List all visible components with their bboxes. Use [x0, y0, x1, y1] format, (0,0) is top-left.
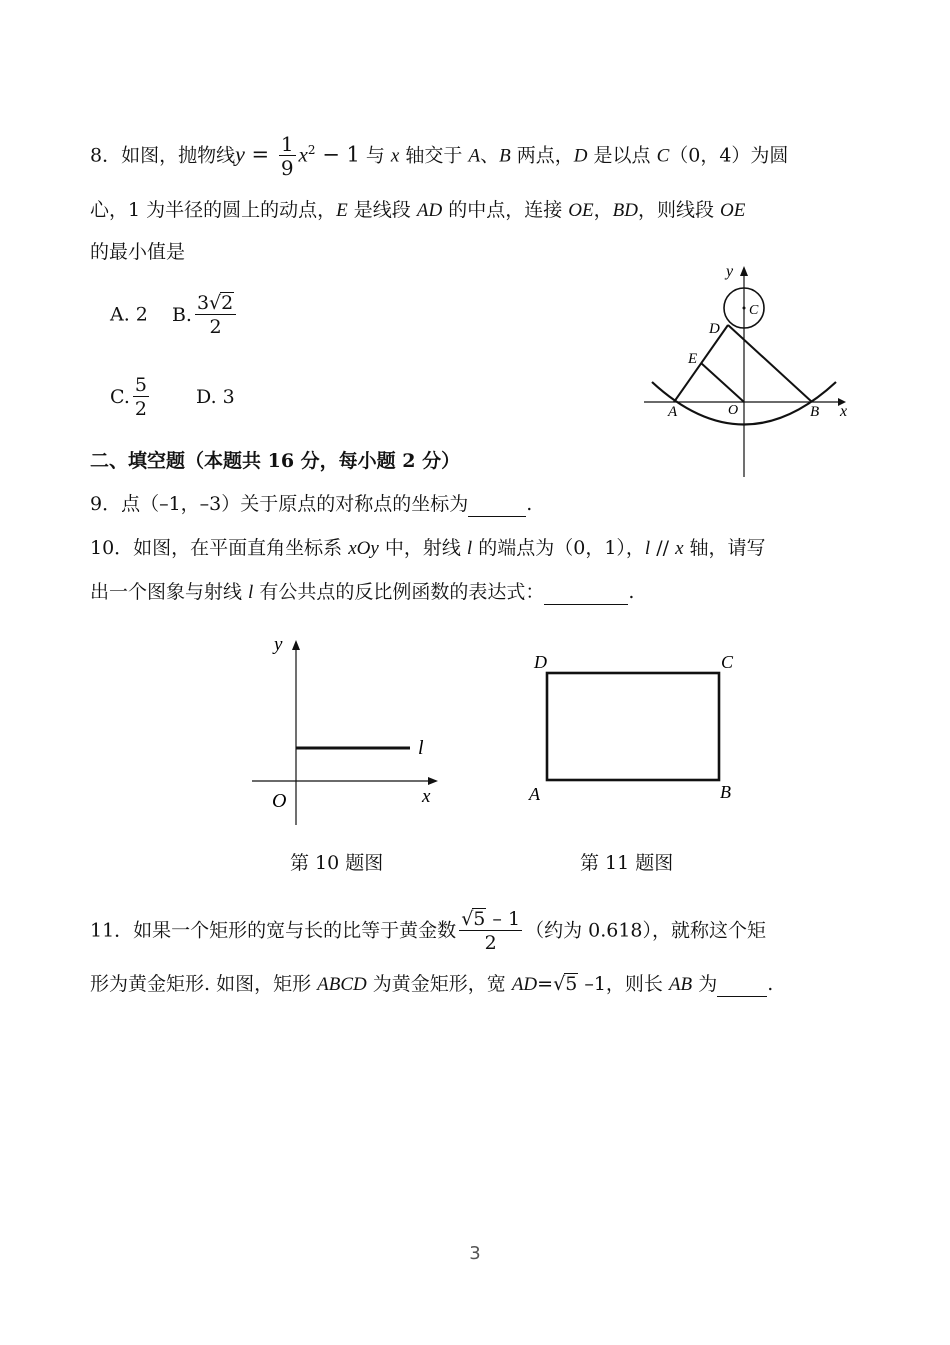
q8-label-d: D — [709, 321, 720, 337]
fig10-label-y: y — [274, 634, 283, 655]
q8-label-b: B — [810, 404, 820, 420]
q8-segment-oe — [701, 363, 744, 402]
fig10-label-o: O — [272, 790, 287, 812]
q8-label-x: x — [840, 403, 848, 420]
q8-line3: 的最小值是 — [90, 241, 186, 263]
q8-option-b: B. $\frac{3√2}{2}$ — [172, 304, 239, 326]
fig11-caption: 第 11 题图 — [580, 852, 674, 874]
fig10-label-l: l — [418, 737, 424, 759]
q8-option-c-fraction: $\frac{5}{2}$ — [134, 374, 147, 420]
q8-options-ab — [110, 292, 239, 339]
q8-options-cd — [110, 374, 235, 421]
q8-option-a: A. 2 — [110, 303, 148, 326]
q9-answer-blank[interactable] — [468, 492, 526, 517]
q8-label-c: C — [749, 303, 759, 318]
fig11-label-b: B — [720, 782, 731, 802]
q8-fraction: $\frac{1}{9}$ — [280, 132, 294, 180]
q8-figure — [638, 262, 858, 482]
q8-line2: 心，1 为半径的圆上的动点，E 是线段 AD 的中点，连接 OE，BD，则线段 OE — [90, 199, 746, 221]
q11-line2: 形为黄金矩形. 如图，矩形 ABCD 为黄金矩形，宽 AD=√5 –1，则长 AB 为 . — [90, 973, 774, 995]
q11-golden-fraction: $\frac{√5 - 1}{2}$ — [461, 908, 521, 954]
q8-segment-bd — [728, 325, 812, 402]
fig10 — [250, 630, 450, 830]
q8-label-y: y — [726, 263, 734, 280]
fig10-label-x: x — [422, 786, 431, 807]
fig11-label-d: D — [534, 652, 547, 672]
q8-option-c: C. $\frac{5}{2}$ — [110, 374, 147, 420]
fig11-rectangle — [547, 673, 719, 780]
q8-center-point — [743, 307, 746, 310]
q8-option-b-fraction: $\frac{3√2}{2}$ — [195, 292, 236, 339]
fig10-caption: 第 10 题图 — [290, 852, 384, 874]
section-heading-fill-in: 二、填空题（本题共 16 分，每小题 2 分） — [90, 450, 461, 472]
q8-y-arrow — [740, 266, 748, 276]
fig11-label-a: A — [529, 784, 540, 804]
q10-line1: 10．如图，在平面直角坐标系 xOy 中，射线 l 的端点为（0，1），l // x 轴，请写 — [90, 537, 766, 559]
q11-line1: 11．如果一个矩形的宽与长的比等于黄金数 $\frac{√5 - 1}{2}$ （约为 0.618），就称这个矩 — [90, 908, 766, 954]
q8-label-e: E — [688, 351, 698, 367]
fig11-label-c: C — [721, 652, 734, 672]
q8-line1: 8．如图，抛物线y = $\frac{1}{9}$ $x^2 - 1$ 与 x 轴交于 A、B 两点，D 是以点 C（0，4）为圆 — [90, 132, 789, 180]
q11-answer-blank[interactable] — [717, 972, 767, 997]
q9: 9．点（–1，–3）关于原点的对称点的坐标为 . — [90, 493, 533, 515]
page-number: 3 — [469, 1243, 481, 1264]
fig10-y-arrow — [292, 640, 300, 650]
q10-line2: 出一个图象与射线 l 有公共点的反比例函数的表达式： . — [90, 581, 635, 603]
q10-answer-blank[interactable] — [544, 580, 628, 605]
fig10-x-arrow — [428, 777, 438, 785]
fig11 — [525, 648, 755, 808]
q8-option-d: D. 3 — [196, 385, 235, 408]
q8-label-o: O — [728, 403, 739, 418]
q8-label-a: A — [668, 404, 678, 420]
